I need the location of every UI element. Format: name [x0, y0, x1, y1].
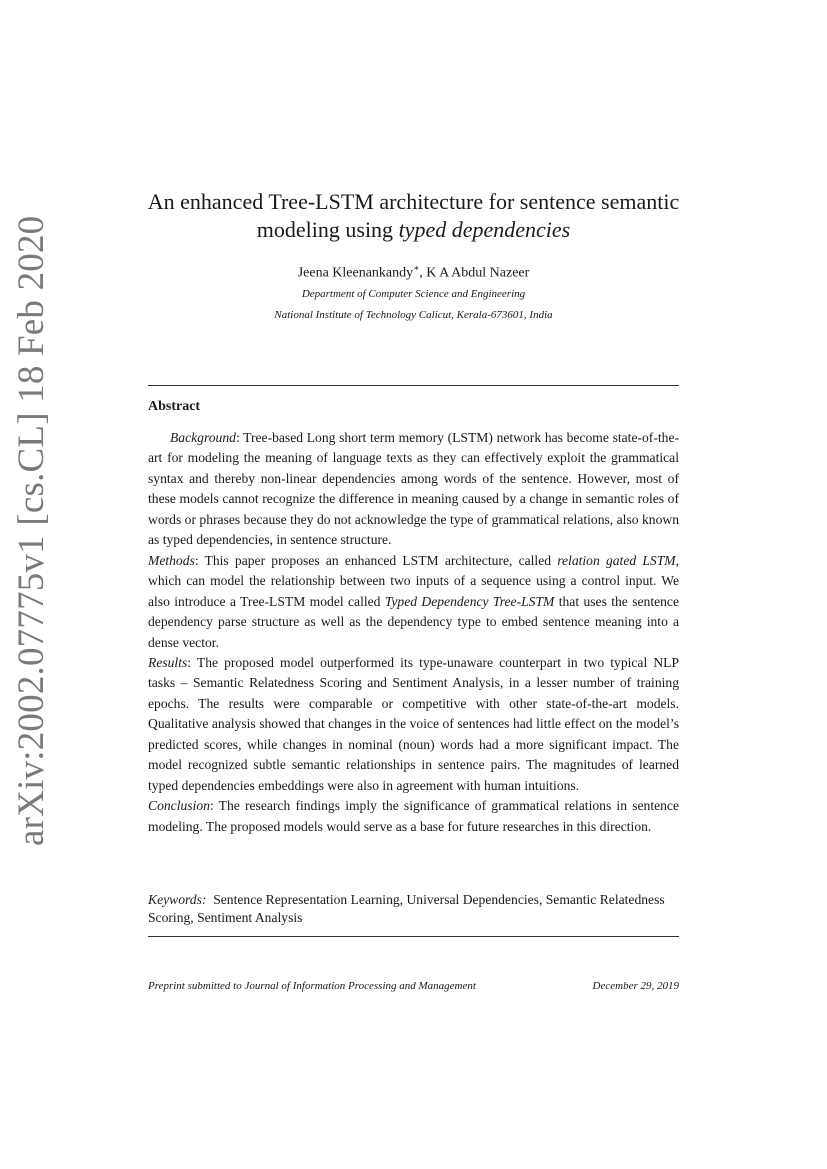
title-line-2-plain: modeling using: [256, 217, 399, 242]
methods-text: : This paper proposes an enhanced LSTM architecture, called: [194, 552, 558, 568]
methods-term: relation gated LSTM: [557, 552, 676, 568]
background-text: : Tree-based Long short term memory (LSTM) network has become state-of-the-art for modeling the meaning of language texts as they can effectively exploit the grammatical syntax and thereby non-linear dependencies among words of the sentence. However, most of these models cannot recognize the difference in meaning caused by a change in semantic roles of words or phrases because they do not acknowledge the type of grammatical relations, also known as typed dependencies, in sentence structure.: [148, 430, 679, 548]
top-divider: [148, 385, 679, 386]
results-text: : The proposed model outperformed its type-unaware counterpart in two typical NLP tasks – Semantic Relatedness Scoring and Sentiment Analysis, in a lesser number of training epochs. The results were comparable or competitive with other state-of-the-art models. Qualitative analysis showed that changes in the voice of sentences had little effect on the model’s predicted scores, while changes in nominal (noun) words had a more significant impact. The model recognized subtle semantic relationships in sentence pairs. The magnitudes of learned typed dependencies embeddings were also in agreement with human intuitions.: [148, 654, 679, 793]
author-name: K A Abdul Nazeer: [426, 265, 530, 281]
keywords-label: Keywords:: [148, 892, 207, 907]
results-label: Results: [148, 654, 188, 670]
preprint-note: Preprint submitted to Journal of Information Processing and Management: [148, 980, 476, 992]
keywords: [148, 891, 679, 927]
conclusion-label: Conclusion: [148, 798, 210, 814]
preprint-date: December 29, 2019: [592, 980, 679, 992]
conclusion-text: : The research findings imply the significance of grammatical relations in sentence modeling. The proposed models would serve as a base for future researches in this direction.: [148, 798, 679, 834]
methods-term: Typed Dependency Tree-LSTM: [384, 593, 555, 609]
author-separator: ,: [419, 265, 427, 281]
author-name: Jeena Kleenankandy: [297, 265, 414, 281]
abstract-heading: Abstract: [148, 399, 201, 414]
methods-text: that uses the sentence dependency parse structure as well as the dependency type to embed sentence meaning into a dense vector.: [148, 593, 679, 650]
abstract-background: [148, 428, 679, 551]
affiliation-institute: National Institute of Technology Calicut, Kerala-673601, India: [274, 309, 553, 321]
keywords-text: Sentence Representation Learning, Universal Dependencies, Semantic Relatedness Scoring, Sentiment Analysis: [148, 892, 665, 925]
title-line-2-italic: typed dependencies: [398, 217, 571, 242]
arxiv-identifier: arXiv:2002.07775v1 [cs.CL] 18 Feb 2020: [11, 215, 52, 846]
title-line-2: [100, 216, 727, 244]
background-label: Background: [170, 430, 236, 445]
affiliation-department: Department of Computer Science and Engineering: [301, 288, 526, 300]
corresponding-author-mark: ∗: [413, 263, 420, 273]
abstract-results: [148, 653, 679, 796]
methods-text: , which can model the relationship between two inputs of a sequence using a control input. We also introduce a Tree-LSTM model called: [148, 552, 680, 609]
title-line-1: An enhanced Tree-LSTM architecture for sentence semantic: [147, 189, 680, 214]
abstract-body: [148, 428, 679, 837]
paper-title: [100, 188, 727, 244]
abstract-methods: [148, 551, 679, 653]
bottom-divider: [148, 936, 679, 937]
methods-label: Methods: [148, 552, 195, 568]
author-list: [100, 263, 727, 282]
abstract-conclusion: [148, 796, 679, 837]
